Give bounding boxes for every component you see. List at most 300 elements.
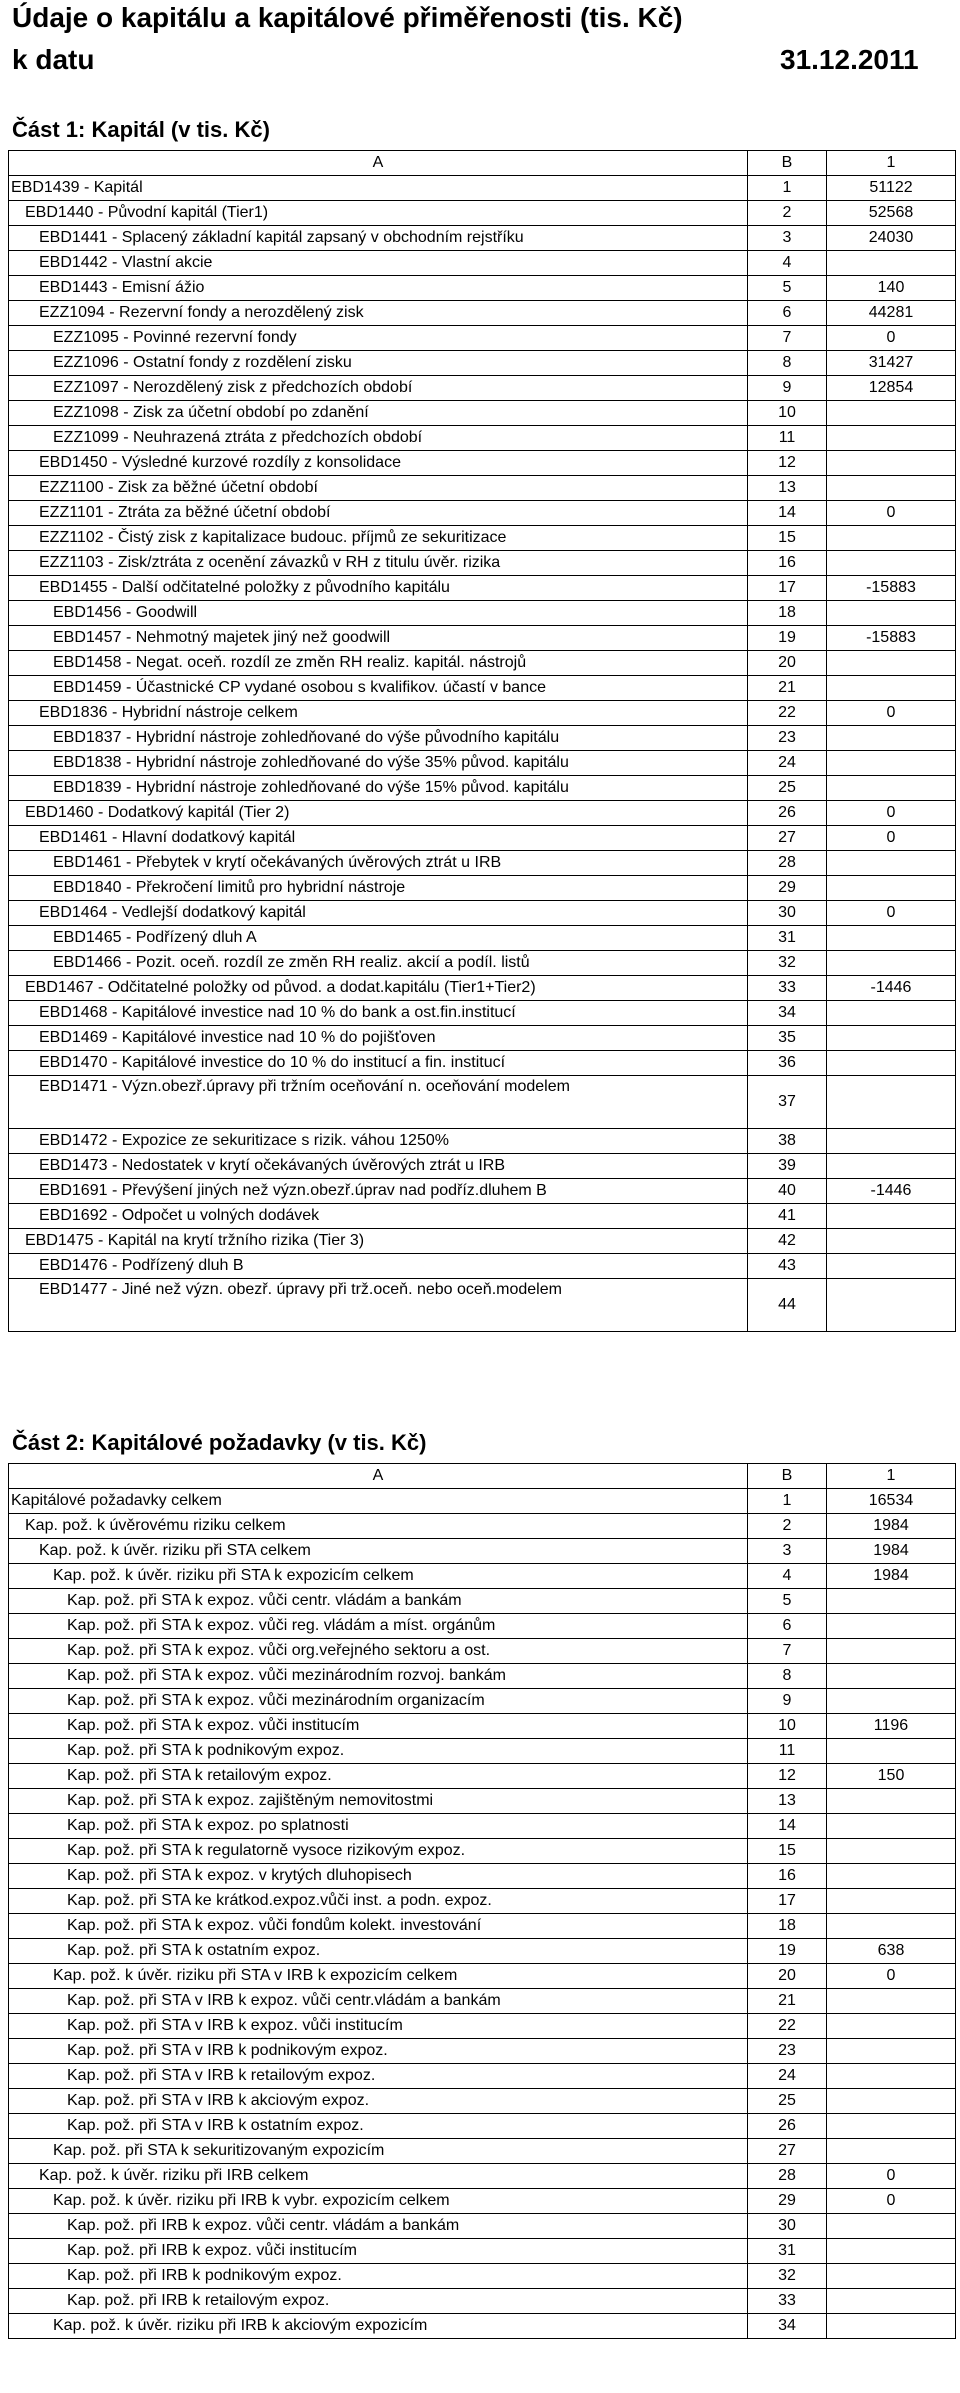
capital-row-label: EZZ1095 - Povinné rezervní fondy: [9, 326, 748, 351]
requirement-row: [9, 1814, 956, 1839]
requirement-row: [9, 1964, 956, 1989]
requirement-row-code: 30: [748, 2214, 827, 2239]
capital-row-value: [827, 476, 956, 501]
requirement-row-value: [827, 1614, 956, 1639]
capital-row: [9, 651, 956, 676]
capital-row: [9, 551, 956, 576]
requirement-row-label: Kap. pož. k úvěr. riziku při IRB k akciovým expozicím: [9, 2314, 748, 2339]
requirement-row-label: Kap. pož. při STA v IRB k podnikovým expoz.: [9, 2039, 748, 2064]
requirement-row-value: [827, 2089, 956, 2114]
requirement-row-code: 10: [748, 1714, 827, 1739]
capital-row: [9, 701, 956, 726]
capital-row-value: [827, 1229, 956, 1254]
requirement-row-label: Kap. pož. při STA k expoz. vůči org.veřejného sektoru a ost.: [9, 1639, 748, 1664]
capital-row: [9, 626, 956, 651]
requirement-header-cell: 1: [827, 1464, 956, 1489]
capital-row-code: 12: [748, 451, 827, 476]
requirement-row-code: 1: [748, 1489, 827, 1514]
requirement-row-label: Kap. pož. při STA v IRB k expoz. vůči centr.vládám a bankám: [9, 1989, 748, 2014]
capital-row: [9, 1026, 956, 1051]
requirement-row-value: 0: [827, 1964, 956, 1989]
capital-row-label: EZZ1097 - Nerozdělený zisk z předchozích období: [9, 376, 748, 401]
requirement-row-label: Kap. pož. při STA k expoz. vůči centr. vládám a bankám: [9, 1589, 748, 1614]
requirement-row-value: 16534: [827, 1489, 956, 1514]
capital-row-label: EBD1692 - Odpočet u volných dodávek: [9, 1204, 748, 1229]
capital-row-label: EBD1458 - Negat. oceň. rozdíl ze změn RH realiz. kapitál. nástrojů: [9, 651, 748, 676]
requirement-row-code: 33: [748, 2289, 827, 2314]
capital-row-label: EBD1471 - Význ.obezř.úpravy při tržním oceňování n. oceňování modelem: [9, 1076, 748, 1129]
capital-row: [9, 501, 956, 526]
requirement-row-value: 0: [827, 2189, 956, 2214]
requirement-row-label: Kap. pož. při IRB k podnikovým expoz.: [9, 2264, 748, 2289]
capital-row-value: [827, 776, 956, 801]
capital-row-value: 0: [827, 826, 956, 851]
requirement-row-label: Kap. pož. při STA v IRB k akciovým expoz.: [9, 2089, 748, 2114]
capital-row: [9, 176, 956, 201]
capital-row: [9, 401, 956, 426]
requirement-row-label: Kap. pož. při STA k ostatním expoz.: [9, 1939, 748, 1964]
requirement-row-code: 7: [748, 1639, 827, 1664]
capital-row-label: EBD1457 - Nehmotný majetek jiný než goodwill: [9, 626, 748, 651]
capital-row-value: -15883: [827, 576, 956, 601]
requirement-row: [9, 1489, 956, 1514]
requirement-row-value: [827, 1689, 956, 1714]
capital-row: [9, 351, 956, 376]
requirement-row-code: 6: [748, 1614, 827, 1639]
requirement-row-code: 19: [748, 1939, 827, 1964]
capital-row-code: 27: [748, 826, 827, 851]
capital-row: [9, 1204, 956, 1229]
capital-row-code: 11: [748, 426, 827, 451]
requirement-row-code: 27: [748, 2139, 827, 2164]
capital-row: [9, 801, 956, 826]
requirement-row-label: Kap. pož. k úvěr. riziku při STA k expozicím celkem: [9, 1564, 748, 1589]
capital-row-value: [827, 1076, 956, 1129]
capital-row-value: [827, 1001, 956, 1026]
capital-row: [9, 1279, 956, 1332]
capital-row-label: EBD1476 - Podřízený dluh B: [9, 1254, 748, 1279]
requirement-row-label: Kap. pož. při STA k expoz. vůči reg. vládám a míst. orgánům: [9, 1614, 748, 1639]
capital-requirements-table: [8, 1463, 956, 2339]
requirement-row: [9, 1514, 956, 1539]
capital-row: [9, 1001, 956, 1026]
capital-row: [9, 951, 956, 976]
capital-row-label: EBD1443 - Emisní ážio: [9, 276, 748, 301]
requirement-row-code: 18: [748, 1914, 827, 1939]
requirement-row-value: [827, 1789, 956, 1814]
requirement-row-label: Kap. pož. k úvěr. riziku při IRB k vybr. expozicím celkem: [9, 2189, 748, 2214]
capital-row-label: EBD1441 - Splacený základní kapitál zapsaný v obchodním rejstříku: [9, 226, 748, 251]
capital-row-code: 26: [748, 801, 827, 826]
capital-row-code: 22: [748, 701, 827, 726]
capital-row: [9, 376, 956, 401]
requirement-row-code: 31: [748, 2239, 827, 2264]
capital-row-value: [827, 651, 956, 676]
part2-heading: Část 2: Kapitálové požadavky (v tis. Kč): [12, 1430, 427, 1455]
capital-row-code: 1: [748, 176, 827, 201]
requirement-row-value: [827, 1814, 956, 1839]
capital-row-label: EBD1477 - Jiné než význ. obezř. úpravy při trž.oceň. nebo oceň.modelem: [9, 1279, 748, 1332]
capital-row-label: EZZ1094 - Rezervní fondy a nerozdělený zisk: [9, 301, 748, 326]
capital-row: [9, 1076, 956, 1129]
capital-row-label: EBD1466 - Pozit. oceň. rozdíl ze změn RH realiz. akcií a podíl. listů: [9, 951, 748, 976]
capital-row-label: EBD1840 - Překročení limitů pro hybridní nástroje: [9, 876, 748, 901]
requirement-row-value: 638: [827, 1939, 956, 1964]
requirement-row-label: Kap. pož. při STA k podnikovým expoz.: [9, 1739, 748, 1764]
capital-row: [9, 776, 956, 801]
requirement-row-value: [827, 1664, 956, 1689]
capital-row-label: EBD1459 - Účastnické CP vydané osobou s kvalifikov. účastí v bance: [9, 676, 748, 701]
capital-row-code: 23: [748, 726, 827, 751]
requirement-row-label: Kap. pož. při IRB k expoz. vůči centr. vládám a bankám: [9, 2214, 748, 2239]
capital-row-code: 31: [748, 926, 827, 951]
requirement-row-value: [827, 1589, 956, 1614]
capital-row-code: 7: [748, 326, 827, 351]
capital-row-label: EBD1467 - Odčitatelné položky od původ. a dodat.kapitálu (Tier1+Tier2): [9, 976, 748, 1001]
capital-row-label: EBD1460 - Dodatkový kapitál (Tier 2): [9, 801, 748, 826]
requirement-row-value: 1984: [827, 1539, 956, 1564]
capital-row: [9, 726, 956, 751]
requirement-row: [9, 1864, 956, 1889]
requirement-row: [9, 1589, 956, 1614]
capital-row-value: 44281: [827, 301, 956, 326]
capital-row: [9, 276, 956, 301]
capital-row-value: -15883: [827, 626, 956, 651]
capital-row-code: 6: [748, 301, 827, 326]
capital-row-code: 13: [748, 476, 827, 501]
capital-row-label: EBD1475 - Kapitál na krytí tržního rizika (Tier 3): [9, 1229, 748, 1254]
capital-row-value: 52568: [827, 201, 956, 226]
requirement-row-code: 16: [748, 1864, 827, 1889]
capital-row-value: [827, 601, 956, 626]
capital-row-value: 0: [827, 701, 956, 726]
requirement-row-label: Kap. pož. při STA k expoz. v krytých dluhopisech: [9, 1864, 748, 1889]
capital-row: [9, 826, 956, 851]
requirement-row: [9, 2264, 956, 2289]
capital-row-code: 3: [748, 226, 827, 251]
capital-row-code: 16: [748, 551, 827, 576]
requirement-row-value: 0: [827, 2164, 956, 2189]
capital-row-code: 5: [748, 276, 827, 301]
capital-row-label: EBD1839 - Hybridní nástroje zohledňované do výše 15% původ. kapitálu: [9, 776, 748, 801]
capital-row-code: 29: [748, 876, 827, 901]
capital-row: [9, 326, 956, 351]
capital-row-value: [827, 876, 956, 901]
capital-row: [9, 751, 956, 776]
requirement-row-value: [827, 1889, 956, 1914]
capital-row-label: EBD1450 - Výsledné kurzové rozdíly z konsolidace: [9, 451, 748, 476]
capital-row-code: 33: [748, 976, 827, 1001]
requirement-row-value: [827, 1639, 956, 1664]
capital-row-label: EBD1838 - Hybridní nástroje zohledňované do výše 35% původ. kapitálu: [9, 751, 748, 776]
capital-row-code: 19: [748, 626, 827, 651]
date-label: k datu: [12, 44, 95, 75]
capital-row-value: 12854: [827, 376, 956, 401]
capital-row-label: EBD1468 - Kapitálové investice nad 10 % do bank a ost.fin.institucí: [9, 1001, 748, 1026]
requirement-row: [9, 2064, 956, 2089]
capital-row-code: 43: [748, 1254, 827, 1279]
capital-row-value: [827, 926, 956, 951]
capital-row-label: EBD1461 - Hlavní dodatkový kapitál: [9, 826, 748, 851]
part1-heading: Část 1: Kapitál (v tis. Kč): [12, 117, 270, 142]
capital-row-value: [827, 526, 956, 551]
requirement-row: [9, 1614, 956, 1639]
capital-table: [8, 150, 956, 1332]
requirement-row-code: 13: [748, 1789, 827, 1814]
capital-row-value: 0: [827, 326, 956, 351]
requirement-row-label: Kap. pož. při STA k retailovým expoz.: [9, 1764, 748, 1789]
capital-row-value: 0: [827, 901, 956, 926]
capital-row: [9, 1154, 956, 1179]
requirement-row-code: 21: [748, 1989, 827, 2014]
requirement-row-label: Kap. pož. při STA k expoz. vůči mezinárodním organizacím: [9, 1689, 748, 1714]
page-title: Údaje o kapitálu a kapitálové přiměřenosti (tis. Kč): [12, 2, 683, 33]
requirement-row-code: 9: [748, 1689, 827, 1714]
requirement-row-code: 23: [748, 2039, 827, 2064]
capital-row-label: EBD1469 - Kapitálové investice nad 10 % do pojišťoven: [9, 1026, 748, 1051]
requirement-row-value: 150: [827, 1764, 956, 1789]
capital-row: [9, 1179, 956, 1204]
requirement-row-label: Kap. pož. při STA k sekuritizovaným expozicím: [9, 2139, 748, 2164]
requirement-row-value: [827, 2064, 956, 2089]
requirement-header-row: [9, 1464, 956, 1489]
capital-row-label: EZZ1099 - Neuhrazená ztráta z předchozích období: [9, 426, 748, 451]
capital-row-label: EBD1470 - Kapitálové investice do 10 % do institucí a fin. institucí: [9, 1051, 748, 1076]
capital-row-code: 30: [748, 901, 827, 926]
requirement-row: [9, 1664, 956, 1689]
requirement-row-label: Kap. pož. při STA k expoz. po splatnosti: [9, 1814, 748, 1839]
capital-row: [9, 1051, 956, 1076]
requirement-row: [9, 1914, 956, 1939]
capital-row-code: 20: [748, 651, 827, 676]
requirement-row-value: 1984: [827, 1514, 956, 1539]
requirement-row-value: 1196: [827, 1714, 956, 1739]
capital-row-code: 25: [748, 776, 827, 801]
capital-row: [9, 201, 956, 226]
capital-row-code: 9: [748, 376, 827, 401]
capital-row-value: 0: [827, 501, 956, 526]
capital-row-value: 31427: [827, 351, 956, 376]
requirement-row: [9, 2189, 956, 2214]
capital-row: [9, 1129, 956, 1154]
requirement-row-label: Kap. pož. k úvěr. riziku při IRB celkem: [9, 2164, 748, 2189]
requirement-row-value: [827, 1989, 956, 2014]
requirement-row-value: [827, 2039, 956, 2064]
capital-header-cell: 1: [827, 151, 956, 176]
capital-row: [9, 976, 956, 1001]
capital-row-code: 35: [748, 1026, 827, 1051]
capital-row-code: 28: [748, 851, 827, 876]
requirement-row: [9, 1714, 956, 1739]
requirement-row-value: [827, 2314, 956, 2339]
requirement-row-value: [827, 2264, 956, 2289]
capital-row-label: EBD1837 - Hybridní nástroje zohledňované do výše původního kapitálu: [9, 726, 748, 751]
capital-header-row: [9, 151, 956, 176]
capital-row-value: [827, 1279, 956, 1332]
capital-row-value: [827, 676, 956, 701]
requirement-row: [9, 1539, 956, 1564]
capital-row-value: [827, 551, 956, 576]
requirement-row-label: Kap. pož. při STA k expoz. vůči institucím: [9, 1714, 748, 1739]
capital-row-value: [827, 951, 956, 976]
capital-row-value: [827, 426, 956, 451]
requirement-row-label: Kap. pož. při IRB k retailovým expoz.: [9, 2289, 748, 2314]
requirement-row-code: 8: [748, 1664, 827, 1689]
capital-row-code: 42: [748, 1229, 827, 1254]
capital-row-label: EBD1442 - Vlastní akcie: [9, 251, 748, 276]
capital-row-value: [827, 1204, 956, 1229]
capital-row: [9, 676, 956, 701]
requirement-row-value: [827, 2289, 956, 2314]
capital-row: [9, 601, 956, 626]
requirement-row-code: 24: [748, 2064, 827, 2089]
requirement-row-value: [827, 1839, 956, 1864]
requirement-row-label: Kap. pož. k úvěrovému riziku celkem: [9, 1514, 748, 1539]
capital-row-label: EZZ1101 - Ztráta za běžné účetní období: [9, 501, 748, 526]
capital-row-label: EBD1461 - Přebytek v krytí očekávaných úvěrových ztrát u IRB: [9, 851, 748, 876]
capital-row-value: [827, 851, 956, 876]
requirement-row-code: 17: [748, 1889, 827, 1914]
requirement-row-value: [827, 2239, 956, 2264]
requirement-row: [9, 1789, 956, 1814]
requirement-row-label: Kap. pož. při STA v IRB k ostatním expoz.: [9, 2114, 748, 2139]
capital-row-value: -1446: [827, 976, 956, 1001]
capital-row-value: [827, 726, 956, 751]
requirement-row: [9, 2289, 956, 2314]
capital-row-value: [827, 1254, 956, 1279]
capital-row-label: EBD1455 - Další odčitatelné položky z původního kapitálu: [9, 576, 748, 601]
requirement-row-code: 14: [748, 1814, 827, 1839]
capital-row-value: 24030: [827, 226, 956, 251]
capital-row-code: 34: [748, 1001, 827, 1026]
requirement-row: [9, 2239, 956, 2264]
capital-row-value: -1446: [827, 1179, 956, 1204]
requirement-row: [9, 2014, 956, 2039]
capital-row: [9, 301, 956, 326]
requirement-row-code: 28: [748, 2164, 827, 2189]
capital-row: [9, 576, 956, 601]
capital-row-code: 8: [748, 351, 827, 376]
capital-row-code: 4: [748, 251, 827, 276]
requirement-row: [9, 1989, 956, 2014]
capital-row-code: 44: [748, 1279, 827, 1332]
capital-row-label: EBD1473 - Nedostatek v krytí očekávaných úvěrových ztrát u IRB: [9, 1154, 748, 1179]
capital-header-cell: A: [9, 151, 748, 176]
capital-row: [9, 876, 956, 901]
capital-row-code: 17: [748, 576, 827, 601]
requirement-row-code: 20: [748, 1964, 827, 1989]
requirement-row-label: Kap. pož. při STA v IRB k retailovým expoz.: [9, 2064, 748, 2089]
requirement-row: [9, 2039, 956, 2064]
capital-row-value: 51122: [827, 176, 956, 201]
capital-row-code: 24: [748, 751, 827, 776]
capital-row-code: 41: [748, 1204, 827, 1229]
capital-row-value: [827, 1154, 956, 1179]
requirement-row-code: 5: [748, 1589, 827, 1614]
capital-row-label: EZZ1100 - Zisk za běžné účetní období: [9, 476, 748, 501]
requirement-row-value: 1984: [827, 1564, 956, 1589]
requirement-row: [9, 1564, 956, 1589]
requirement-row: [9, 2164, 956, 2189]
capital-row-code: 32: [748, 951, 827, 976]
capital-row-value: 140: [827, 276, 956, 301]
requirement-row: [9, 1764, 956, 1789]
requirement-row: [9, 1939, 956, 1964]
requirement-header-cell: A: [9, 1464, 748, 1489]
capital-row: [9, 1229, 956, 1254]
capital-row: [9, 1254, 956, 1279]
capital-row-label: EBD1439 - Kapitál: [9, 176, 748, 201]
requirement-row-value: [827, 1864, 956, 1889]
requirement-row-label: Kap. pož. při STA k expoz. vůči mezinárodním rozvoj. bankám: [9, 1664, 748, 1689]
requirement-row-value: [827, 1739, 956, 1764]
capital-row-label: EBD1456 - Goodwill: [9, 601, 748, 626]
capital-row: [9, 451, 956, 476]
requirement-row: [9, 2214, 956, 2239]
requirement-row: [9, 2089, 956, 2114]
requirement-row-code: 26: [748, 2114, 827, 2139]
capital-row-code: 37: [748, 1076, 827, 1129]
requirement-row-label: Kap. pož. při IRB k expoz. vůči institucím: [9, 2239, 748, 2264]
capital-row-label: EBD1836 - Hybridní nástroje celkem: [9, 701, 748, 726]
requirement-row: [9, 1839, 956, 1864]
requirement-row-label: Kap. pož. při STA v IRB k expoz. vůči institucím: [9, 2014, 748, 2039]
requirement-row-code: 34: [748, 2314, 827, 2339]
requirement-row-code: 4: [748, 1564, 827, 1589]
requirement-row-value: [827, 2214, 956, 2239]
requirement-row: [9, 1689, 956, 1714]
requirement-row-label: Kapitálové požadavky celkem: [9, 1489, 748, 1514]
requirement-row: [9, 1639, 956, 1664]
requirement-row-code: 3: [748, 1539, 827, 1564]
requirement-row-code: 29: [748, 2189, 827, 2214]
capital-row-value: [827, 1026, 956, 1051]
capital-row-code: 40: [748, 1179, 827, 1204]
capital-row: [9, 526, 956, 551]
capital-row: [9, 901, 956, 926]
capital-row: [9, 851, 956, 876]
capital-row-code: 10: [748, 401, 827, 426]
capital-row-value: [827, 251, 956, 276]
requirement-row-code: 11: [748, 1739, 827, 1764]
capital-row-label: EBD1440 - Původní kapitál (Tier1): [9, 201, 748, 226]
requirement-header-cell: B: [748, 1464, 827, 1489]
requirement-row: [9, 2314, 956, 2339]
requirement-row-code: 22: [748, 2014, 827, 2039]
capital-row-code: 38: [748, 1129, 827, 1154]
capital-row: [9, 426, 956, 451]
requirement-row: [9, 2114, 956, 2139]
capital-row-value: [827, 451, 956, 476]
capital-row-code: 2: [748, 201, 827, 226]
capital-row-value: [827, 401, 956, 426]
requirement-row-code: 25: [748, 2089, 827, 2114]
capital-row-label: EBD1465 - Podřízený dluh A: [9, 926, 748, 951]
capital-row: [9, 251, 956, 276]
report-date: 31.12.2011: [780, 44, 919, 75]
requirement-row-code: 12: [748, 1764, 827, 1789]
requirement-row: [9, 1889, 956, 1914]
requirement-row: [9, 2139, 956, 2164]
capital-row-value: [827, 1051, 956, 1076]
capital-row-code: 18: [748, 601, 827, 626]
capital-row-code: 14: [748, 501, 827, 526]
capital-row-code: 21: [748, 676, 827, 701]
capital-row-label: EZZ1096 - Ostatní fondy z rozdělení zisku: [9, 351, 748, 376]
requirement-row-code: 2: [748, 1514, 827, 1539]
requirement-row-label: Kap. pož. při STA ke krátkod.expoz.vůči inst. a podn. expoz.: [9, 1889, 748, 1914]
capital-row-label: EZZ1103 - Zisk/ztráta z ocenění závazků v RH z titulu úvěr. rizika: [9, 551, 748, 576]
